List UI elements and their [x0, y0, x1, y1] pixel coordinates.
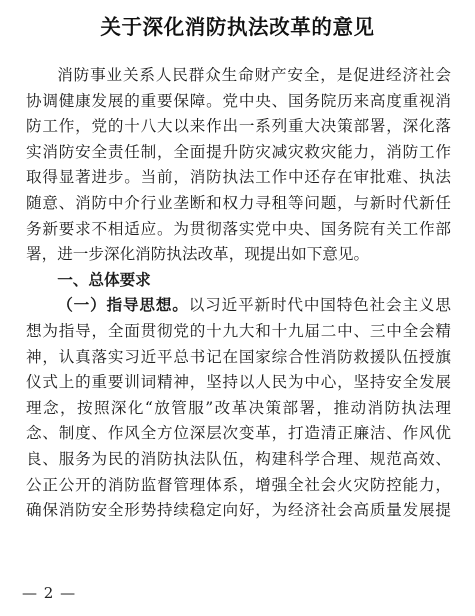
document-body — [26, 63, 451, 524]
intro-line: 随意、消防中介行业垄断和权力寻租等问题，与新时代新任 — [26, 193, 451, 212]
intro-line: 取得显著进步。当前，消防执法工作中还存在审批难、执法 — [26, 168, 451, 187]
guiding-lead: （一）指导思想。 — [57, 296, 189, 315]
guiding-line: 良、服务为民的消防执法队伍，构建科学合理、规范高效、 — [26, 449, 451, 468]
guiding-line: 理念，按照深化“放管服”改革决策部署，推动消防执法理 — [26, 398, 451, 417]
guiding-line: 念、制度、作风全方位深层次变革，打造清正廉洁、作风优 — [26, 424, 451, 443]
page-number: — 2 — — [22, 584, 77, 602]
guiding-line: 公正公开的消防监督管理体系，增强全社会火灾防控能力， — [26, 475, 451, 494]
intro-paragraph — [26, 63, 451, 268]
guiding-line: 想为指导，全面贯彻党的十九大和十九届二中、三中全会精 — [26, 321, 451, 340]
intro-line: 防工作，党的十八大以来作出一系列重大决策部署，深化落 — [26, 117, 451, 136]
intro-line: 务新要求不相适应。为贯彻落实党中央、国务院有关工作部 — [26, 219, 451, 238]
document-title: 关于深化消防执法改革的意见 — [100, 15, 375, 39]
section-heading: 一、总体要求 — [57, 270, 151, 289]
guiding-line: 仪式上的重要训词精神，坚持以人民为中心，坚持安全发展 — [26, 373, 451, 392]
guiding-line: 以习近平新时代中国特色社会主义思 — [188, 296, 451, 315]
guiding-first-line — [26, 293, 451, 319]
intro-line: 实消防安全责任制，全面提升防灾减灾救灾能力，消防工作 — [26, 142, 451, 161]
intro-line: 消防事业关系人民群众生命财产安全，是促进经济社会 — [57, 66, 451, 84]
intro-line: 协调健康发展的重要保障。党中央、国务院历来高度重视消 — [26, 91, 451, 110]
guiding-line: 神，认真落实习近平总书记在国家综合性消防救援队伍授旗 — [26, 347, 451, 366]
guiding-paragraph — [26, 293, 451, 523]
intro-line: 署，进一步深化消防执法改革，现提出如下意见。 — [26, 245, 370, 264]
guiding-line: 确保消防安全形势持续稳定向好，为经济社会高质量发展提 — [26, 501, 451, 520]
